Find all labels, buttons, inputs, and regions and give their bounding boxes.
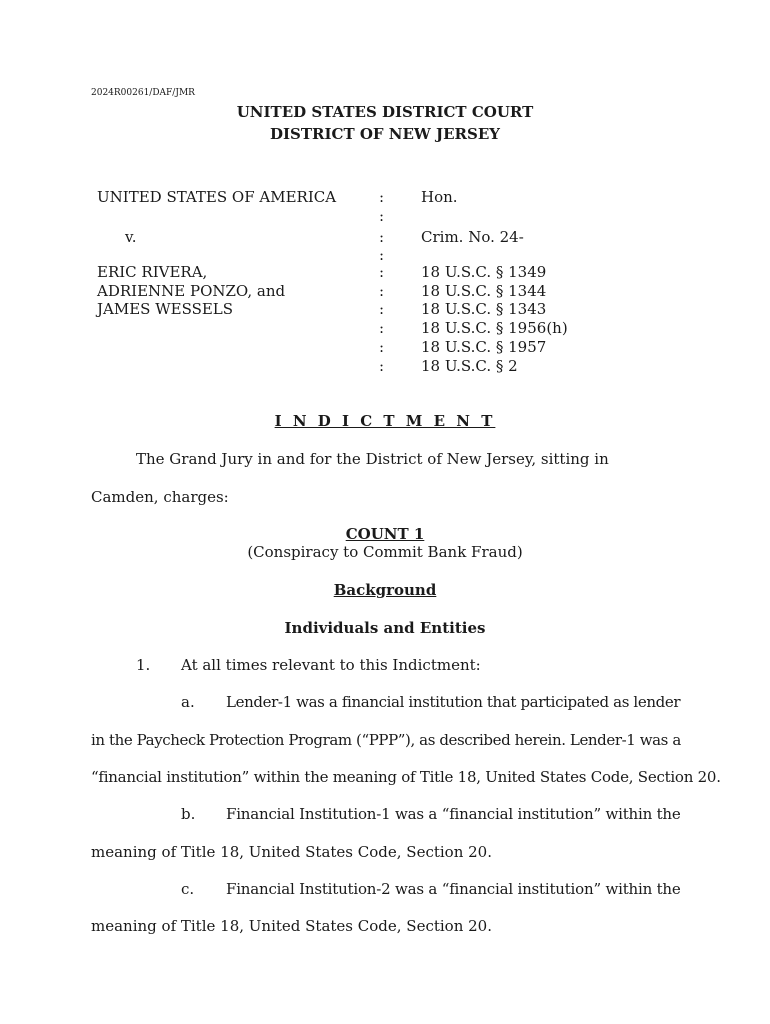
caption-colon: : (379, 338, 385, 356)
item-a-line-1: Lender-1 was a financial institution that participated as lender (226, 693, 681, 711)
caption-colon: : (379, 263, 385, 281)
background-heading: Background (333, 581, 437, 599)
item-a-line-3: “financial institution” within the meaning of Title 18, United States Code, Section 20. (91, 768, 721, 786)
caption-colon: : (379, 319, 385, 337)
court-district: DISTRICT OF NEW JERSEY (270, 125, 500, 143)
indictment-title: I N D I C T M E N T (274, 412, 496, 430)
intro-line-1: The Grand Jury in and for the District of New Jersey, sitting in (136, 450, 609, 468)
caption-colon: : (379, 228, 385, 246)
item-letter: c. (181, 880, 195, 898)
statute: 18 U.S.C. § 1349 (421, 263, 547, 281)
caption-colon: : (379, 300, 385, 318)
caption-colon: : (379, 357, 385, 375)
judge: Hon. (421, 188, 458, 206)
caption-colon: : (379, 282, 385, 300)
item-letter: b. (181, 805, 196, 823)
item-c-line-1: Financial Institution-2 was a “financial institution” within the (226, 880, 681, 898)
item-letter: a. (181, 693, 195, 711)
paragraph-text: At all times relevant to this Indictment: (181, 656, 481, 674)
versus: v. (125, 228, 137, 246)
count-subheading: (Conspiracy to Commit Bank Fraud) (247, 543, 523, 561)
statute: 18 U.S.C. § 1956(h) (421, 319, 568, 337)
defendant-2: ADRIENNE PONZO, and (97, 282, 286, 300)
intro-line-2: Camden, charges: (91, 488, 229, 506)
defendant-3: JAMES WESSELS (97, 300, 234, 318)
court-name: UNITED STATES DISTRICT COURT (236, 103, 534, 121)
caption-colon: : (379, 207, 385, 225)
item-b-line-2: meaning of Title 18, United States Code, Section 20. (91, 843, 492, 861)
caption-colon: : (379, 188, 385, 206)
item-a-line-2: in the Paycheck Protection Program (“PPP”), as described herein. Lender-1 was a (91, 731, 681, 749)
caption-colon: : (379, 246, 385, 264)
statute: 18 U.S.C. § 1957 (421, 338, 547, 356)
plaintiff: UNITED STATES OF AMERICA (97, 188, 337, 206)
statute: 18 U.S.C. § 1344 (421, 282, 547, 300)
item-c-line-2: meaning of Title 18, United States Code, Section 20. (91, 917, 492, 935)
section-heading: Individuals and Entities (284, 619, 486, 637)
count-heading: COUNT 1 (345, 525, 425, 543)
item-b-line-1: Financial Institution-1 was a “financial institution” within the (226, 805, 681, 823)
paragraph-number: 1. (136, 656, 151, 674)
statute: 18 U.S.C. § 2 (421, 357, 518, 375)
case-reference: 2024R00261/DAF/JMR (91, 88, 195, 98)
statute: 18 U.S.C. § 1343 (421, 300, 547, 318)
criminal-number: Crim. No. 24- (421, 228, 524, 246)
defendant-1: ERIC RIVERA, (97, 263, 208, 281)
